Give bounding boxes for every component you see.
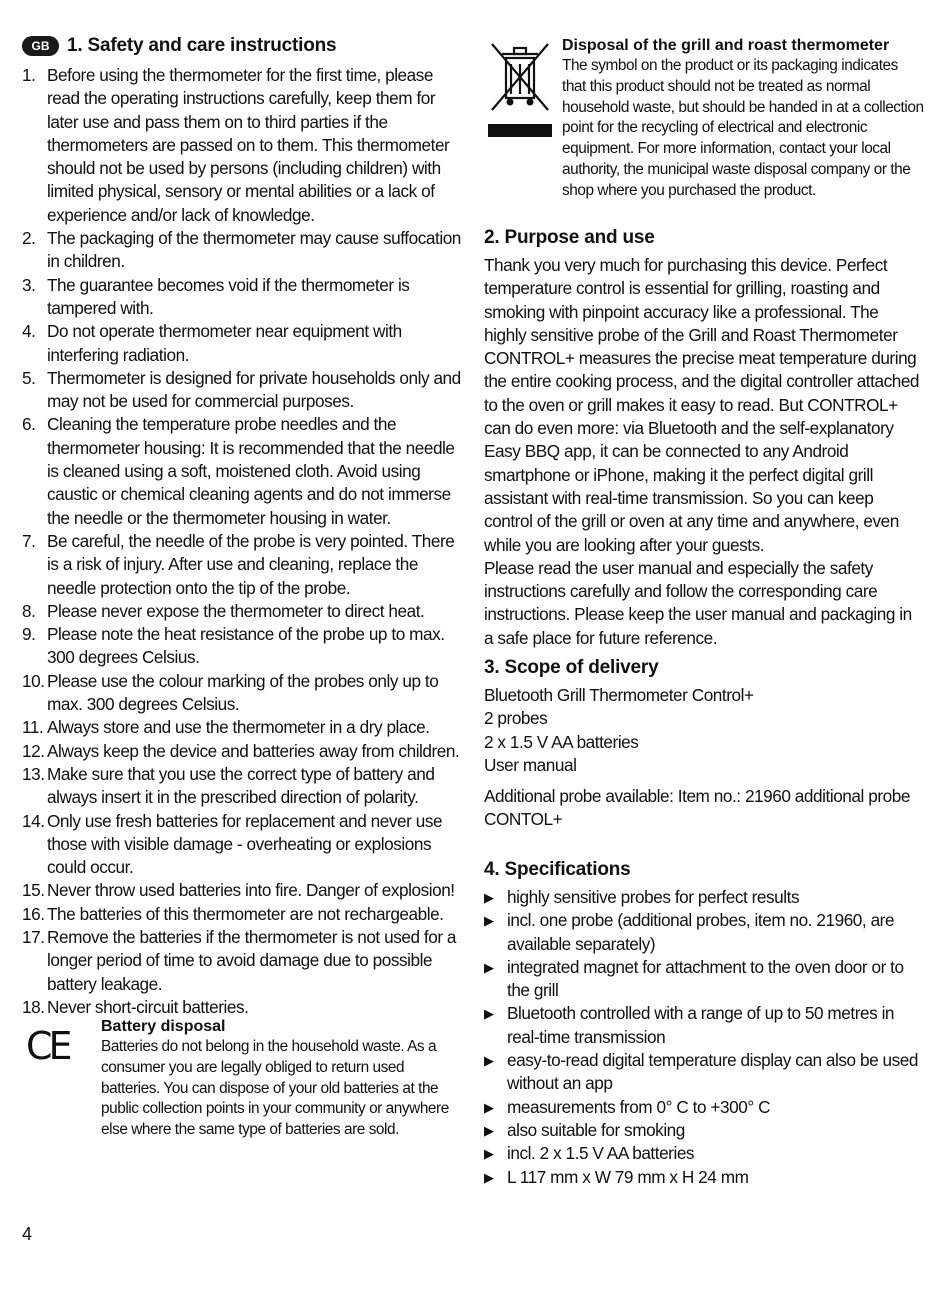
- safety-item: [22, 716, 462, 739]
- triangle-bullet-icon: ▶: [484, 1146, 494, 1162]
- spec-item-text: incl. one probe (additional probes, item no. 21960, are available separately): [507, 910, 895, 954]
- purpose-title: 2. Purpose and use: [484, 227, 655, 248]
- safety-item-text: Before using the thermometer for the first time, please read the operating instructions carefully, keep them for later use and pass them on to third parties if the thermometers are passed on to them. This thermometer should not be used by persons (including children) with limited physical, sensory or mental abilities or a lack of experience and/or lack of knowledge.: [47, 65, 450, 225]
- safety-item-number: 5.: [22, 367, 36, 388]
- purpose-section: [484, 226, 924, 650]
- safety-item: [22, 879, 462, 902]
- spec-item-text: incl. 2 x 1.5 V AA batteries: [507, 1143, 695, 1164]
- safety-list: [22, 64, 462, 1019]
- scope-list: [484, 684, 924, 777]
- disposal-text: The symbol on the product or its packaging indicates that this product should not be treated as normal household waste, but should be handed in at a collection point for the recycling of electrical and electronic equipment. For more information, contact your local authority, the municipal waste disposal company or the shop where you purchased the product.: [562, 57, 924, 199]
- safety-item-number: 2.: [22, 228, 36, 249]
- spec-item-text: L 117 mm x W 79 mm x H 24 mm: [507, 1166, 749, 1187]
- safety-heading: [22, 34, 462, 58]
- spec-item-text: easy-to-read digital temperature display can also be used without an app: [507, 1050, 918, 1094]
- safety-item: [22, 530, 462, 600]
- scope-item: Bluetooth Grill Thermometer Control+: [484, 685, 754, 705]
- scope-title: 3. Scope of delivery: [484, 657, 659, 678]
- safety-item-number: 3.: [22, 274, 36, 295]
- safety-item-text: Always store and use the thermometer in a dry place.: [47, 717, 430, 738]
- safety-item: [22, 274, 462, 321]
- safety-item: [22, 367, 462, 414]
- triangle-bullet-icon: ▶: [484, 1122, 494, 1138]
- disposal-title: Disposal of the grill and roast thermometer: [562, 37, 890, 54]
- spec-item-text: also suitable for smoking: [507, 1119, 685, 1140]
- safety-item-number: 1.: [22, 65, 36, 85]
- spec-item-text: integrated magnet for attachment to the oven door or to the grill: [507, 956, 904, 1001]
- safety-item-number: 12.: [22, 740, 45, 761]
- safety-item: [22, 763, 462, 810]
- safety-item: [22, 926, 462, 996]
- triangle-bullet-icon: ▶: [484, 890, 494, 905]
- ce-mark-icon: CE: [26, 1024, 69, 1068]
- purpose-paragraph-1: Thank you very much for purchasing this device. Perfect temperature control is essential for grilling, roasting and smoking with pinpoint accuracy like a professional. The highly sensitive probe of the Grill and Roast Thermometer CONTROL+ measures the precise meat temperature during the entire cooking process, and the digital controller attached to the oven or grill makes it easy to read. But CONTROL+ can do even more: via Bluetooth and the self-explanatory Easy BBQ app, it can be connected to any Android smartphone or iPhone, making it the perfect digital grill assistant with real-time transmission. So you can keep control of the grill or oven at any time and anywhere, even while you are looking after your guests.: [484, 255, 920, 555]
- language-badge: GB: [22, 36, 59, 56]
- safety-item: [22, 740, 462, 763]
- safety-item-text: Always keep the device and batteries away from children.: [47, 740, 460, 761]
- safety-item-text: Please never expose the thermometer to direct heat.: [47, 600, 425, 621]
- safety-item: [22, 227, 462, 274]
- spec-item: [484, 1096, 924, 1119]
- scope-section: [484, 656, 924, 832]
- safety-item-number: 7.: [22, 530, 36, 551]
- safety-item-number: 6.: [22, 414, 36, 435]
- safety-item-text: Make sure that you use the correct type of battery and always insert it in the prescribed direction of polarity.: [47, 763, 435, 808]
- specs-section: [484, 858, 924, 1189]
- safety-item-number: 17.: [22, 926, 45, 947]
- safety-item: [22, 810, 462, 880]
- safety-item-text: The batteries of this thermometer are not rechargeable.: [47, 903, 444, 924]
- safety-item: [22, 320, 462, 367]
- right-column: [484, 36, 924, 1187]
- battery-disposal-text: Batteries do not belong in the household waste. As a consumer you are legally obliged to return used batteries. You can dispose of your old batteries at the public collection points in your community or anywhere else where the same type of batteries are sold.: [101, 1038, 449, 1139]
- safety-item-number: 13.: [22, 763, 45, 784]
- page-number: 4: [22, 1224, 33, 1244]
- triangle-bullet-icon: ▶: [484, 959, 494, 975]
- safety-item-text: Never short-circuit batteries.: [47, 996, 249, 1017]
- safety-item-number: 14.: [22, 810, 45, 831]
- safety-item: [22, 670, 462, 717]
- safety-item-text: Please use the colour marking of the probes only up to max. 300 degrees Celsius.: [47, 670, 439, 715]
- purpose-paragraph-2: Please read the user manual and especially the safety instructions carefully and follow the corresponding care instructions. Please keep the user manual and packaging in a safe place for future reference.: [484, 557, 912, 648]
- safety-item: [22, 996, 462, 1019]
- safety-item-number: 18.: [22, 996, 45, 1017]
- safety-item-number: 4.: [22, 321, 36, 342]
- safety-item-text: The guarantee becomes void if the thermometer is tampered with.: [47, 274, 410, 318]
- safety-item-text: The packaging of the thermometer may cause suffocation in children.: [47, 228, 461, 272]
- triangle-bullet-icon: ▶: [484, 1099, 494, 1115]
- triangle-bullet-icon: ▶: [484, 1006, 494, 1022]
- scope-item: User manual: [484, 754, 577, 775]
- safety-title: 1. Safety and care instructions: [67, 35, 337, 56]
- safety-item-text: Never throw used batteries into fire. Danger of explosion!: [47, 880, 455, 901]
- scope-additional: Additional probe available: Item no.: 21960 additional probe CONTOL+: [484, 786, 910, 830]
- safety-item: [22, 623, 462, 670]
- spec-item: [484, 956, 924, 1003]
- spec-item: [484, 1002, 924, 1049]
- safety-item-number: 11.: [22, 717, 44, 738]
- specs-list: [484, 886, 924, 1189]
- spec-item: [484, 1142, 924, 1165]
- spec-item: [484, 1049, 924, 1096]
- spec-item-text: Bluetooth controlled with a range of up to 50 metres in real-time transmission: [507, 1003, 895, 1047]
- left-column: [22, 34, 462, 1139]
- safety-item-number: 15.: [22, 880, 45, 901]
- safety-item: [22, 64, 462, 227]
- spec-item: [484, 886, 924, 909]
- safety-item-text: Please note the heat resistance of the probe up to max. 300 degrees Celsius.: [47, 624, 445, 668]
- safety-item-text: Remove the batteries if the thermometer is not used for a longer period of time to avoid damage due to possible battery leakage.: [47, 926, 457, 994]
- safety-item-number: 16.: [22, 903, 45, 924]
- safety-item: [22, 413, 462, 529]
- disposal-section: [484, 36, 924, 206]
- scope-item: 2 probes: [484, 708, 548, 729]
- safety-item-number: 9.: [22, 624, 36, 645]
- spec-item: [484, 1166, 924, 1189]
- spec-item-text: measurements from 0° C to +300° C: [507, 1096, 771, 1117]
- safety-item-number: 8.: [22, 600, 36, 621]
- triangle-bullet-icon: ▶: [484, 1169, 494, 1185]
- crossed-out-bin-icon: [488, 40, 552, 140]
- spec-item-text: highly sensitive probes for perfect results: [507, 887, 800, 907]
- safety-item-text: Be careful, the needle of the probe is very pointed. There is a risk of injury. After use and cleaning, replace the needle protection onto the tip of the probe.: [47, 530, 455, 598]
- triangle-bullet-icon: ▶: [484, 913, 494, 929]
- safety-item-text: Thermometer is designed for private households only and may not be used for commercial purposes.: [47, 367, 461, 412]
- safety-item: [22, 600, 462, 623]
- scope-item: 2 x 1.5 V AA batteries: [484, 731, 639, 752]
- spec-item: [484, 1119, 924, 1142]
- triangle-bullet-icon: ▶: [484, 1053, 494, 1069]
- safety-item: [22, 903, 462, 926]
- safety-item-text: Cleaning the temperature probe needles and the thermometer housing: It is recommended that the needle is cleaned using a soft, moistened cloth. Avoid using caustic or chemical cleaning agents and do not immerse the needle or the thermometer housing in water.: [47, 414, 455, 528]
- safety-item-text: Only use fresh batteries for replacement and never use those with visible damage - overheating or explosions could occur.: [47, 810, 443, 878]
- specs-title: 4. Specifications: [484, 859, 631, 880]
- safety-item-text: Do not operate thermometer near equipment with interfering radiation.: [47, 321, 402, 365]
- safety-item-number: 10.: [22, 670, 45, 691]
- battery-disposal-title: Battery disposal: [101, 1018, 226, 1035]
- spec-item: [484, 909, 924, 956]
